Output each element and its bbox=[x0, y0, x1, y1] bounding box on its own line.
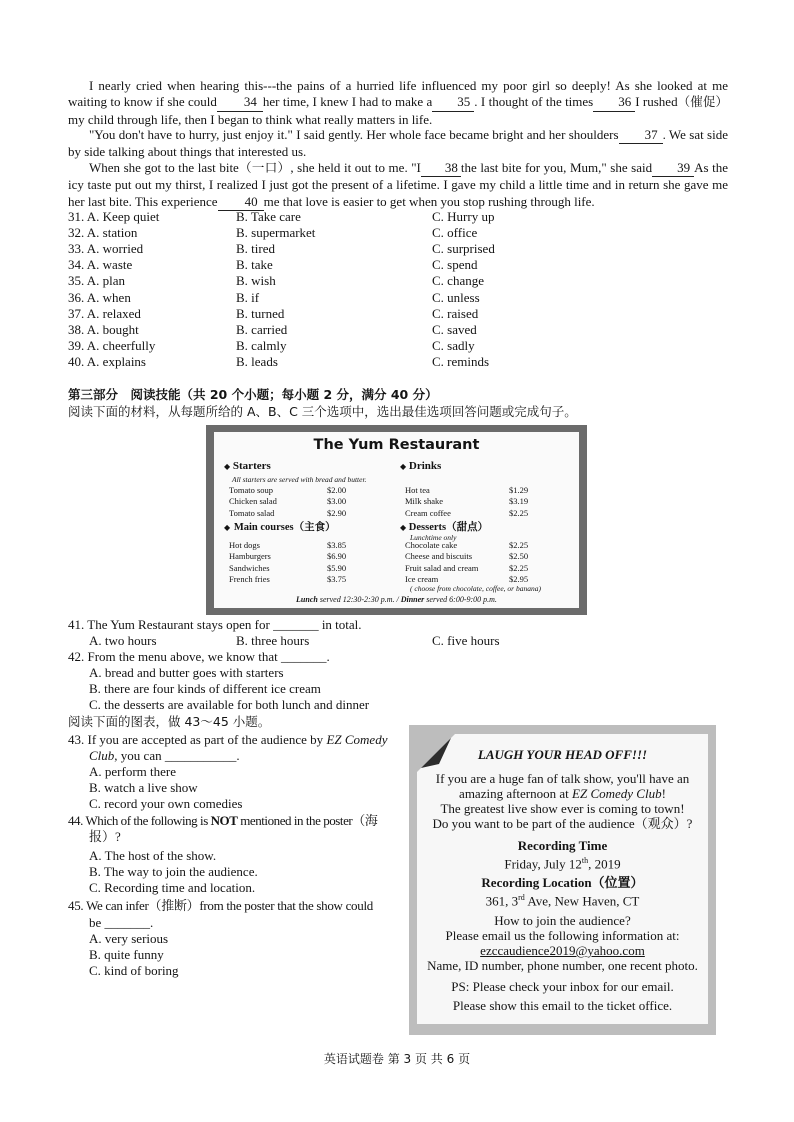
diamond-bullet-icon: ◆ bbox=[400, 523, 407, 532]
option-b: B. if bbox=[236, 289, 260, 305]
menu-item-price: $2.25 bbox=[509, 540, 529, 550]
option-a: 35. A. plan bbox=[68, 273, 126, 289]
option-a: 37. A. relaxed bbox=[68, 305, 141, 321]
option-b: B. supermarket bbox=[236, 225, 316, 241]
comedy-poster bbox=[409, 725, 716, 1035]
menu-item-name: Tomato soup bbox=[229, 485, 274, 495]
option-a: 40. A. explains bbox=[68, 353, 146, 369]
question-43-cont: Club, you can ___________. bbox=[89, 748, 240, 763]
poster-title: LAUGH YOUR HEAD OFF!!! bbox=[477, 747, 648, 762]
menu-item-price: $3.75 bbox=[327, 573, 347, 584]
menu-item-price: $2.25 bbox=[509, 562, 529, 573]
menu-item-name: Sandwiches bbox=[229, 562, 270, 573]
menu-item-price: $2.95 bbox=[509, 573, 529, 584]
question-44: 44. Which of the following is NOT mentioned in the poster（海 bbox=[68, 813, 378, 828]
blank-36: 36 bbox=[593, 94, 635, 111]
question-43: 43. If you are accepted as part of the audience by EZ Comedy bbox=[68, 732, 388, 747]
diamond-bullet-icon: ◆ bbox=[400, 462, 407, 471]
menu-item-price: $6.90 bbox=[327, 551, 347, 562]
option-b: B. carried bbox=[236, 321, 288, 337]
option-b: B. Take care bbox=[236, 209, 301, 224]
section-3-heading: 第三部分 阅读技能（共 20 个小题；每小题 2 分，满分 40 分） bbox=[68, 387, 438, 402]
join-line-email: Please email us the following information at: bbox=[445, 928, 680, 943]
menu-item-name: French fries bbox=[229, 573, 270, 584]
option-a: 32. A. station bbox=[68, 225, 138, 241]
menu-item-price: $3.00 bbox=[327, 496, 347, 507]
menu-item-price: $1.29 bbox=[509, 485, 529, 495]
q45-option-a: A. very serious bbox=[89, 931, 169, 946]
menu-desserts-note: Lunchtime only bbox=[410, 533, 457, 542]
menu-item-price: $3.19 bbox=[509, 496, 529, 507]
option-c: C. reminds bbox=[432, 353, 490, 369]
poster-line-1: If you are a huge fan of talk show, you'll have an bbox=[435, 771, 690, 786]
question-45: 45. We can infer（推断）from the poster that the show could bbox=[68, 898, 373, 913]
option-row bbox=[68, 322, 728, 338]
menu-heading-drinks: ◆ Drinks bbox=[400, 460, 442, 472]
option-c: C. sadly bbox=[432, 337, 475, 353]
menu-item-name: Ice cream bbox=[405, 573, 439, 584]
option-a: 34. A. waste bbox=[68, 257, 133, 273]
menu-serving-hours: Lunch served 12:30-2:30 p.m. / Dinner served 6:00-9:00 p.m. bbox=[296, 595, 497, 604]
q41-option-b: B. three hours bbox=[236, 633, 310, 648]
join-line-info: Name, ID number, phone number, one recent photo. bbox=[427, 958, 698, 973]
q45-option-b: B. quite funny bbox=[89, 947, 164, 962]
option-b: B. take bbox=[236, 257, 273, 273]
q42-option-c: C. the desserts are available for both lunch and dinner bbox=[89, 697, 370, 712]
option-b: B. leads bbox=[236, 353, 278, 369]
diamond-bullet-icon: ◆ bbox=[224, 523, 231, 532]
option-c: C. saved bbox=[432, 321, 477, 337]
option-row bbox=[68, 273, 728, 289]
option-c: C. Hurry up bbox=[432, 209, 495, 224]
poster-email-link[interactable]: ezccaudience2019@yahoo.com bbox=[480, 943, 645, 958]
passage-paragraph-1: I nearly cried when hearing this---the pains of a hurried life influenced my poor girl so deeply! As she looked at me waiting to know if she could 34 her time, I knew I had to make a 35 . I thought of the times 36 I rushed（催促）my child through life, then I began to think what really matters in life. bbox=[68, 78, 728, 127]
option-row bbox=[68, 338, 728, 354]
blank-35: 35 bbox=[432, 94, 474, 111]
menu-item-price: $2.90 bbox=[327, 507, 347, 518]
diamond-bullet-icon: ◆ bbox=[224, 462, 231, 471]
menu-item-price: $3.85 bbox=[327, 540, 347, 550]
poster-line-4: Do you want to be part of the audience（观众）? bbox=[432, 816, 693, 831]
restaurant-menu bbox=[206, 425, 587, 615]
option-c: C. unless bbox=[432, 289, 480, 305]
menu-heading-mains: ◆ Main courses（主食） bbox=[224, 522, 336, 533]
menu-item-name: Chocolate cake bbox=[405, 540, 458, 550]
recording-location-value: 361, 3rd Ave, New Haven, CT bbox=[485, 893, 640, 909]
option-c: C. raised bbox=[432, 305, 479, 321]
menu-item-name: Tomato salad bbox=[229, 507, 275, 518]
menu-heading-desserts: ◆ Desserts（甜点） bbox=[400, 522, 489, 533]
option-row bbox=[68, 306, 728, 322]
blank-40: 40 bbox=[218, 194, 264, 211]
blank-37: 37 bbox=[619, 127, 663, 144]
menu-item-price: $2.00 bbox=[327, 485, 347, 495]
option-row bbox=[68, 225, 728, 241]
menu-item-price: $2.50 bbox=[509, 551, 529, 562]
option-a: 33. A. worried bbox=[68, 241, 144, 257]
menu-item-price: $5.90 bbox=[327, 562, 347, 573]
poster-line-3: The greatest live show ever is coming to town! bbox=[440, 801, 685, 816]
ps-line-1: PS: Please check your inbox for our email. bbox=[451, 979, 674, 994]
q43-option-b: B. watch a live show bbox=[89, 780, 198, 795]
menu-item-price: $2.25 bbox=[509, 507, 529, 518]
option-b: B. turned bbox=[236, 305, 285, 321]
instruction-43-45: 阅读下面的图表，做 43～45 小题。 bbox=[68, 714, 271, 729]
menu-item-name: Hamburgers bbox=[229, 551, 271, 562]
option-c: C. surprised bbox=[432, 241, 495, 257]
option-a: 31. A. Keep quiet bbox=[68, 209, 160, 224]
blank-34: 34 bbox=[217, 94, 263, 111]
question-45-cont: be _______. bbox=[89, 915, 154, 930]
option-c: C. change bbox=[432, 273, 484, 289]
q44-option-c: C. Recording time and location. bbox=[89, 880, 256, 895]
poster-card bbox=[417, 734, 708, 1024]
question-41: 41. The Yum Restaurant stays open for _______ in total. bbox=[68, 617, 362, 632]
recording-time-value: Friday, July 12th, 2019 bbox=[504, 856, 621, 872]
passage-paragraph-3: When she got to the last bite（一口）, she held it out to me. "I 38 the last bite for you, Mum," she said 39 As the icy taste put out my thirst, I realized I just got the present of a lifetime. I gave my child a little time and in return she gave me her last bite. This experience 40 me that love is easier to get when you stop rushing through life. bbox=[68, 160, 728, 211]
option-row bbox=[68, 257, 728, 273]
option-a: 39. A. cheerfully bbox=[68, 337, 156, 353]
menu-item-name: Cheese and biscuits bbox=[405, 551, 473, 562]
menu-item-name: Cream coffee bbox=[405, 507, 451, 518]
menu-heading-starters: ◆ Starters bbox=[224, 460, 271, 472]
option-b: B. wish bbox=[236, 273, 276, 289]
passage-paragraph-2: "You don't have to hurry, just enjoy it." I said gently. Her whole face became bright and her shoulders 37 . We sat side by side talking about things that interested us. bbox=[68, 127, 728, 160]
q44-option-b: B. The way to join the audience. bbox=[89, 864, 258, 879]
q45-option-c: C. kind of boring bbox=[89, 963, 179, 978]
menu-card bbox=[214, 432, 579, 608]
menu-icecream-note: ( choose from chocolate, coffee, or banana) bbox=[410, 584, 541, 593]
option-b: B. tired bbox=[236, 241, 275, 257]
menu-item-name: Hot tea bbox=[405, 485, 430, 495]
join-heading: How to join the audience? bbox=[494, 913, 631, 928]
q43-option-c: C. record your own comedies bbox=[89, 796, 243, 811]
menu-item-name: Milk shake bbox=[405, 496, 444, 507]
q43-option-a: A. perform there bbox=[89, 764, 176, 779]
section-3-instruction: 阅读下面的材料，从每题所给的 A、B、C 三个选项中，选出最佳选项回答问题或完成句子。 bbox=[68, 404, 577, 419]
q44-option-a: A. The host of the show. bbox=[89, 848, 217, 863]
ps-line-2: Please show this email to the ticket office. bbox=[452, 998, 673, 1013]
menu-item-name: Fruit salad and cream bbox=[405, 562, 479, 573]
option-c: C. spend bbox=[432, 257, 478, 273]
option-a: 38. A. bought bbox=[68, 321, 139, 337]
recording-time-heading: Recording Time bbox=[517, 838, 608, 853]
page-footer: 英语试题卷 第 3 页 共 6 页 bbox=[323, 1052, 471, 1066]
menu-item-name: Chicken salad bbox=[229, 496, 277, 507]
question-44-cont: 报）? bbox=[89, 829, 121, 844]
option-row bbox=[68, 209, 728, 225]
option-row bbox=[68, 241, 728, 257]
q41-option-a: A. two hours bbox=[89, 633, 157, 648]
option-a: 36. A. when bbox=[68, 289, 131, 305]
poster-line-2: amazing afternoon at EZ Comedy Club! bbox=[459, 786, 666, 801]
option-b: B. calmly bbox=[236, 337, 287, 353]
menu-item-name: Hot dogs bbox=[229, 540, 260, 550]
q42-option-a: A. bread and butter goes with starters bbox=[89, 665, 284, 680]
q42-option-b: B. there are four kinds of different ice cream bbox=[89, 681, 321, 696]
option-row bbox=[68, 290, 728, 306]
blank-39: 39 bbox=[652, 160, 694, 177]
option-c: C. office bbox=[432, 225, 478, 241]
blank-38: 38 bbox=[421, 160, 461, 177]
menu-title: The Yum Restaurant bbox=[313, 437, 480, 453]
q41-option-c: C. five hours bbox=[432, 633, 500, 648]
option-row bbox=[68, 354, 728, 370]
menu-starters-note: All starters are served with bread and butter. bbox=[232, 475, 367, 484]
recording-location-heading: Recording Location（位置） bbox=[481, 875, 644, 890]
question-42: 42. From the menu above, we know that _______. bbox=[68, 649, 330, 664]
